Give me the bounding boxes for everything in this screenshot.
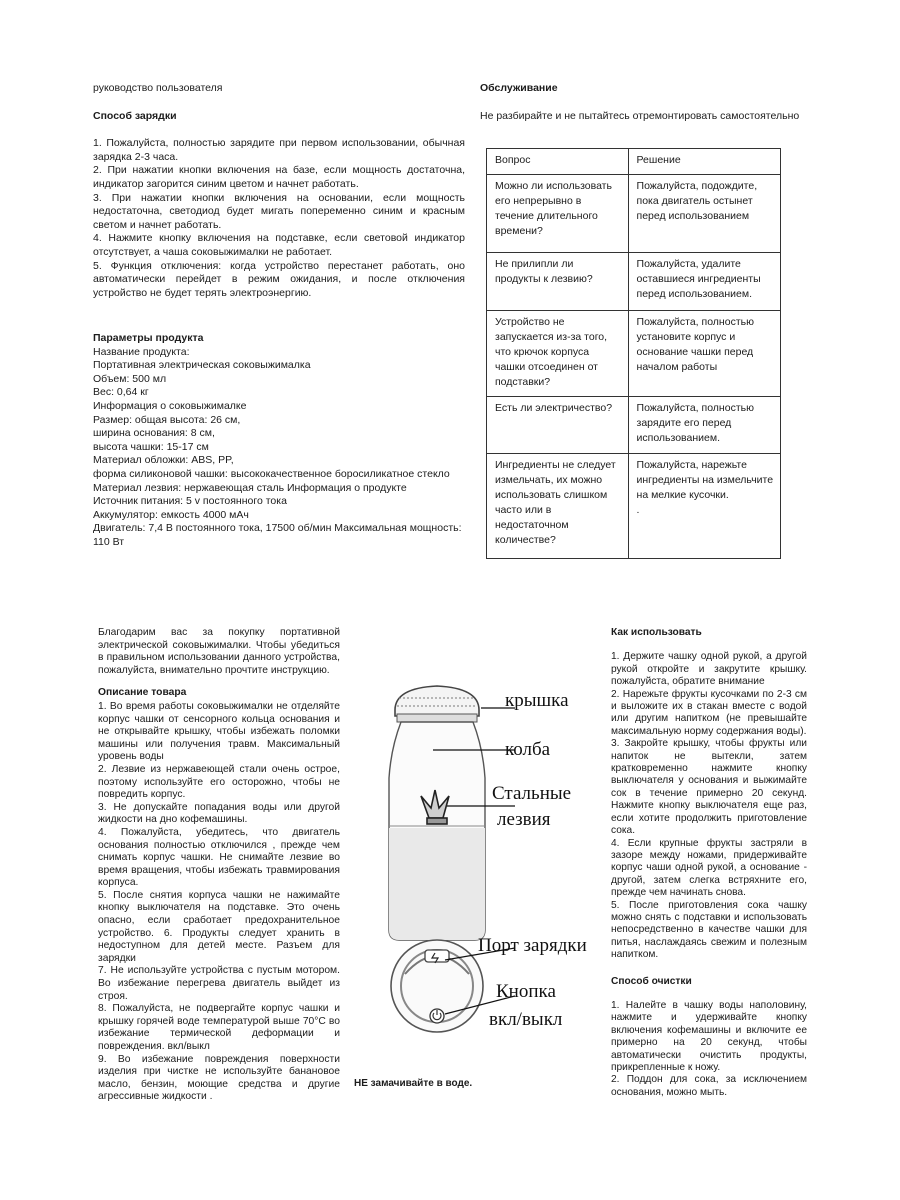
param-line: Аккумулятор: емкость 4000 мАч xyxy=(93,508,249,521)
faq-table xyxy=(486,148,781,559)
list-item: 3. Не допускайте попадания воды или другой жидкости на дно кофемашины. xyxy=(98,801,340,826)
param-line: Портативная электрическая соковыжималка xyxy=(93,359,311,372)
param-line: ширина основания: 8 см, xyxy=(93,427,215,440)
param-line: Информация о соковыжималке xyxy=(93,399,247,412)
label-blades-1: Стальные xyxy=(492,783,572,804)
param-line: Материал обложки: ABS, PP, xyxy=(93,454,234,467)
usage-heading: Как использовать xyxy=(611,627,702,638)
solution-cell: Пожалуйста, подождите, пока двигатель остынет перед использованием xyxy=(628,175,780,253)
maintenance-subtitle: Не разбирайте и не пытайтесь отремонтировать самостоятельно xyxy=(480,109,800,122)
question-cell: Ингредиенты не следует измельчать, их можно использовать слишком часто или в недостаточном количестве? xyxy=(487,454,629,559)
list-item: 2. Поддон для сока, за исключением основания, можно мыть. xyxy=(611,1074,807,1098)
label-blades-2: лезвия xyxy=(497,809,551,830)
maintenance-section xyxy=(480,82,810,123)
list-item: 2. Лезвие из нержавеющей стали очень острое, поэтому используйте его осторожно, чтобы не повредить корпус. xyxy=(98,763,340,801)
table-row xyxy=(487,454,781,559)
question-cell: Есть ли электричество? xyxy=(487,397,629,454)
cleaning-heading: Способ очистки xyxy=(611,975,692,987)
usage-section xyxy=(611,627,807,1099)
list-item: 3. При нажатии кнопки включения на основании, если мощность недостаточна, светодиод будет мигать попеременно синим и красным светом и начнет работать. xyxy=(93,191,465,231)
description-heading: Описание товара xyxy=(98,687,187,699)
params-heading: Параметры продукта xyxy=(93,332,204,344)
list-item: 4. Если крупные фрукты застряли в зазоре между ножами, придерживайте корпус чаши одной рукой, а основание - другой, затем слегка встряхните его, прежде чем начинать снова. xyxy=(611,837,807,899)
base-icon xyxy=(391,940,483,1032)
param-line: Размер: общая высота: 26 см, xyxy=(93,413,241,426)
list-item: 1. Держите чашку одной рукой, а другой рукой откройте и закрутите крышку. пожалуйста, обратите внимание xyxy=(611,651,807,688)
list-item: 8. Пожалуйста, не подвергайте корпус чашки и крышку горячей воде температурой выше 70°C во избежание термической деформации и повреждения. вкл/выкл xyxy=(98,1003,340,1052)
column-header-question: Вопрос xyxy=(487,149,629,175)
param-line: Материал лезвия: нержавеющая сталь Информация о продукте xyxy=(93,481,407,494)
question-cell: Устройство не запускается из-за того, что крючок корпуса чашки отсоединен от подставки? xyxy=(487,311,629,397)
lid-icon xyxy=(395,686,479,722)
label-power-button-2: вкл/выкл xyxy=(489,1009,563,1030)
label-flask: колба xyxy=(505,739,551,760)
list-item: 2. Нарежьте фрукты кусочками по 2-3 см и выложите их в стакан вместе с водой или другим напитком (не превышайте максимальную норму содержания воды). xyxy=(611,688,807,737)
list-item: 2. При нажатии кнопки включения на базе, если мощность достаточна, индикатор загорится синим цветом и начнет работать. xyxy=(93,164,465,190)
maintenance-heading: Обслуживание xyxy=(480,82,558,94)
list-item: 4. Пожалуйста, убедитесь, что двигатель основания полностью отключился , прежде чем снимать корпус чашки. Не снимайте лезвие во время вращения, чтобы избежать травмирования корпуса. xyxy=(98,826,340,889)
param-line: Источник питания: 5 v постоянного тока xyxy=(93,495,287,508)
charging-list xyxy=(93,137,465,300)
table-row xyxy=(487,397,781,454)
list-item: 5. После снятия корпуса чашки не нажимайте кнопку выключателя на подставке. Это очень опасно, если сработает предохранительное устройство. 6. Продукты следует хранить в недоступном для детей месте. Разъем для зарядки xyxy=(98,889,340,964)
table-row xyxy=(487,175,781,253)
list-item: 1. Налейте в чашку воды наполовину, нажмите и удерживайте кнопку включения кофемашины и включите ее примерно на 20 секунд, чтобы автоматически очистить продукты, прикрепленные к ножу. xyxy=(611,999,807,1073)
label-power-button-1: Кнопка xyxy=(496,981,556,1002)
list-item: 1. Во время работы соковыжималки не отделяйте корпус чашки от сенсорного кольца основания и не открывайте крышку, чтобы избежать поломки машины или получения травм. Максимальный уровень воды xyxy=(98,700,340,763)
solution-cell: Пожалуйста, полностью установите корпус и основание чашки перед началом работы xyxy=(628,311,780,397)
param-line: форма силиконовой чашки: высококачественное боросиликатное стекло xyxy=(93,467,450,480)
charging-heading: Способ зарядки xyxy=(93,109,177,122)
list-item: 4. Нажмите кнопку включения на подставке, если световой индикатор отсутствует, а чаша соковыжималки не работает. xyxy=(93,232,465,258)
table-row xyxy=(487,253,781,311)
list-item: 5. После приготовления сока чашку можно снять с подставки и использовать непосредственно в качестве чашки для питья, наслаждаясь свежим и полезным напитком. xyxy=(611,899,807,961)
table-row xyxy=(487,311,781,397)
list-item: 9. Во избежание повреждения поверхности изделия при чистке не используйте банановое масло, бензин, моющие средства и другие агрессивные жидкости . xyxy=(98,1053,340,1103)
charging-section xyxy=(93,82,465,300)
list-item: 1. Пожалуйста, полностью зарядите при первом использовании, обычная зарядка 2-3 часа. xyxy=(93,137,465,163)
param-line: Название продукта: xyxy=(93,345,190,358)
juicer-illustration xyxy=(375,668,515,1048)
list-item: 3. Закройте крышку, чтобы фрукты или напиток не вытекли, затем кратковременно нажмите кнопку выключателя у основания и выжимайте сок в течение примерно 20 секунд. Нажмите кнопку выключателя еще раз, если хотите продолжить приготовление сока. xyxy=(611,738,807,837)
no-water-note: НЕ замачивайте в воде. xyxy=(354,1078,473,1089)
param-line: Вес: 0,64 кг xyxy=(93,386,149,399)
question-cell: Можно ли использовать его непрерывно в течение длительного времени? xyxy=(487,175,629,253)
param-line: Объем: 500 мл xyxy=(93,372,167,385)
label-charging-port: Порт зарядки xyxy=(478,935,587,956)
params-section xyxy=(93,332,465,550)
column-header-solution: Решение xyxy=(628,149,780,175)
solution-cell: Пожалуйста, полностью зарядите его перед использованием. xyxy=(628,397,780,454)
solution-cell: Пожалуйста, удалите оставшиеся ингредиенты перед использованием. xyxy=(628,253,780,311)
intro-text: Благодарим вас за покупку портативной электрической соковыжималки. Чтобы убедиться в правильном использовании данного устройства, пожалуйста, внимательно прочтите инструкцию. xyxy=(98,627,340,676)
manual-title: руководство пользователя xyxy=(93,82,223,94)
solution-cell: Пожалуйста, нарежьте ингредиенты на измельчите на мелкие кусочки. . xyxy=(628,454,780,559)
param-line: Двигатель: 7,4 В постоянного тока, 17500 об/мин Максимальная мощность: 110 Вт xyxy=(93,522,462,548)
question-cell: Не прилипли ли продукты к лезвию? xyxy=(487,253,629,311)
description-section xyxy=(98,627,340,1104)
list-item: 7. Не используйте устройства с пустым мотором. Во избежание перегрева двигатель выйдет из строя. xyxy=(98,965,340,1002)
param-line: высота чашки: 15-17 см xyxy=(93,440,209,453)
flask-icon xyxy=(389,722,485,940)
label-lid: крышка xyxy=(505,690,569,711)
table-header-row xyxy=(487,149,781,175)
list-item: 5. Функция отключения: когда устройство перестанет работать, оно автоматически перейдет в режим ожидания, и после отключения устройство не будет терять электроэнергию. xyxy=(93,259,465,299)
